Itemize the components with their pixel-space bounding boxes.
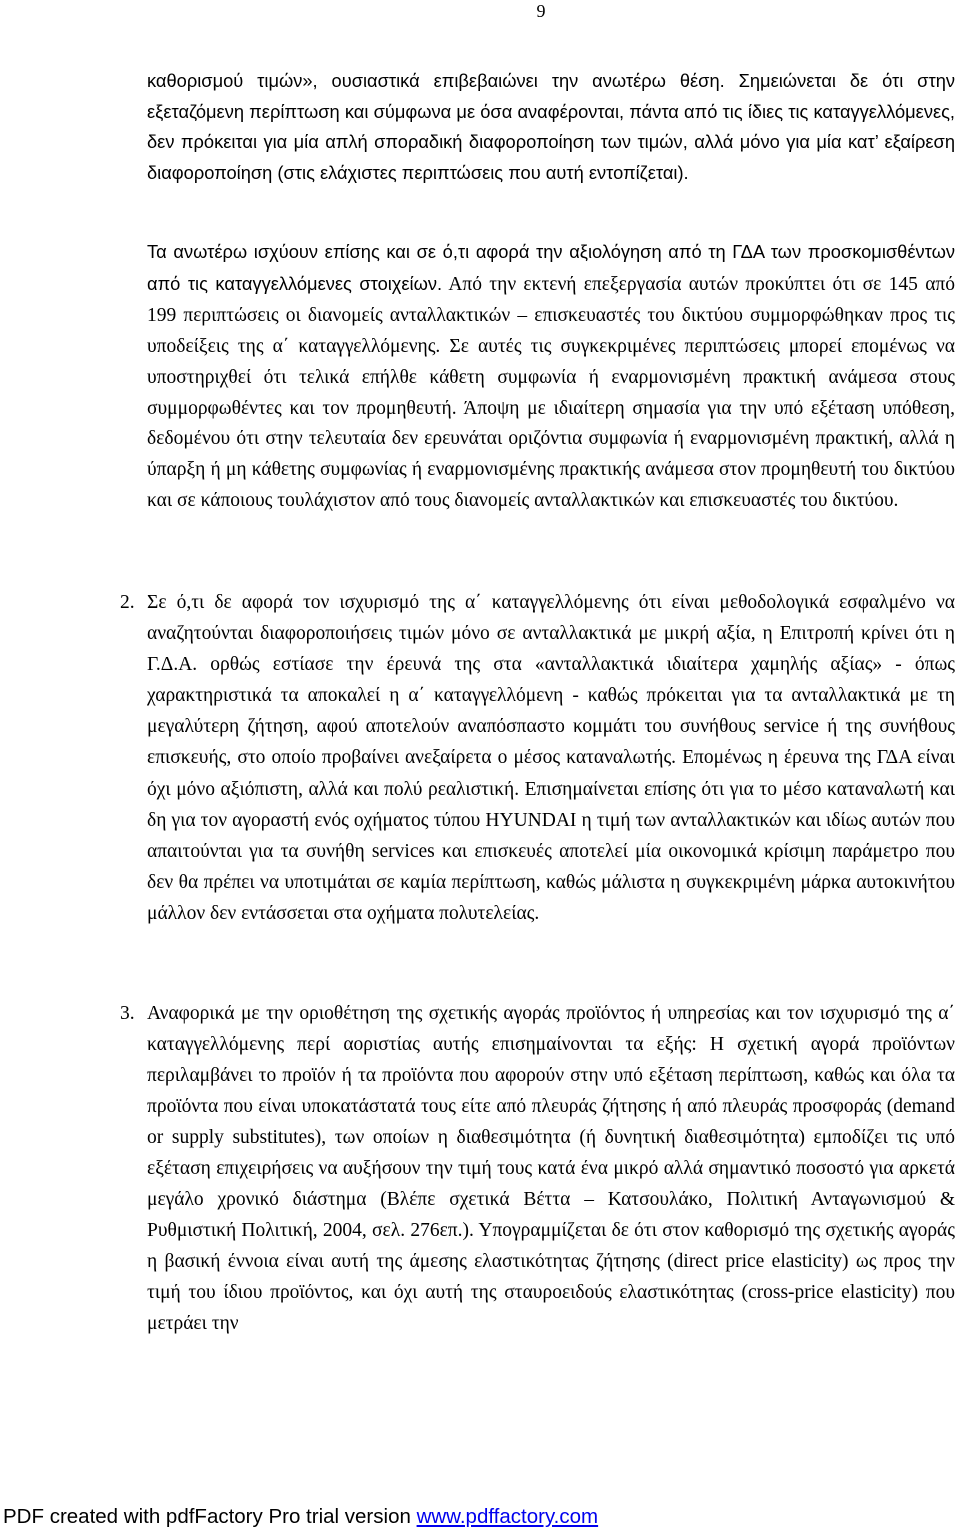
paragraph-evaluation-body: Από την εκτενή επεξεργασία αυτών προκύπτει ότι σε 145 από 199 περιπτώσεις οι διανομείς ανταλλακτικών – επισκευαστές του δικτύου συμμορφώθηκαν προς τις υποδείξεις της α΄ καταγγελλόμενης. Σε αυτές τις συγκεκριμένες περιπτώσεις μπορεί επομένως να υποστηριχθεί ότι τελικά επήλθε κάθετη συμφωνία ή εναρμονισμένη πρακτική ανάμεσα στους συμμορφωθέντες και τον προμηθευτή. Άποψη με ιδιαίτερη σημασία για την υπό εξέταση υπόθεση, δεδομένου ότι στην τελευταία δεν ερευνάται οριζόντια συμφωνία ή εναρμονισμένη πρακτική, αλλά η ύπαρξη ή μη κάθετης συμφωνίας ή εναρμονισμένης πρακτικής ανάμεσα στον προμηθευτή του δικτύου και σε κάποιους τουλάχιστον από τους διανομείς ανταλλακτικών και επισκευαστές του δικτύου. — [147, 273, 956, 512]
paragraph-evaluation — [147, 237, 955, 517]
paragraph-evaluation-lead: Τα ανωτέρω ισχύουν επίσης και σε ό,τι αφορά την αξιολόγηση από τη ΓΔΑ των προσκομισθέντων από τις καταγγελλόμενες στοιχείων. — [147, 241, 955, 294]
footer-text: PDF created with pdfFactory Pro trial version — [3, 1505, 417, 1528]
pdf-footer — [3, 1505, 598, 1529]
page-number: 9 — [536, 1, 546, 21]
paragraph-continuation: καθορισμού τιμών», ουσιαστικά επιβεβαιώνει την ανωτέρω θέση. Σημειώνεται δε ότι στην εξεταζόμενη περίπτωση και σύμφωνα με όσα αναφέρονται, πάντα από τις ίδιες τις καταγγελλόμενες, δεν πρόκειται για μία απλή σποραδική διαφοροποίηση των τιμών, αλλά μόνο για μία κατ’ εξαίρεση διαφοροποίηση (στις ελάχιστες περιπτώσεις που αυτή εντοπίζεται). — [147, 70, 955, 183]
item-3-text: Αναφορικά με την οριοθέτηση της σχετικής αγοράς προϊόντος ή υπηρεσίας και τον ισχυρισμό της α΄ καταγγελλόμενης περί αοριστίας αυτής επισημαίνονται τα εξής: Η σχετική αγορά προϊόντων περιλαμβάνει το προϊόν ή τα προϊόντα που αφορούν στην υπό εξέταση περίπτωση, καθώς και όλα τα προϊόντα που είναι υποκατάστατά τους είτε από πλευράς ζήτησης ή από πλευράς προσφοράς (demand or supply substitutes), των οποίων η διαθεσιμότητα (ή δυνητική διαθεσιμότητα) εμποδίζει τις υπό εξέταση επιχειρήσεις να αυξήσουν την τιμή τους κατά ένα μικρό αλλά σημαντικό ποσοστό για αρκετά μεγάλο χρονικό διάστημα (Βλέπε σχετικά Βέττα – Κατσουλάκο, Πολιτική Ανταγωνισμού & Ρυθμιστική Πολιτική, 2004, σελ. 276επ.). Υπογραμμίζεται δε ότι στον καθορισμό της σχετικής αγοράς η βασική έννοια είναι αυτή της άμεσης ελαστικότητας ζήτησης (direct price elasticity) ως προς την τιμή του ίδιου προϊόντος, και όχι αυτή της σταυροειδούς ελαστικότητας (cross-price elasticity) που μετράει την — [147, 1003, 955, 1334]
footer-link[interactable]: www.pdffactory.com — [416, 1505, 599, 1528]
item-2-number: 2. — [120, 592, 135, 613]
item-3-number: 3. — [120, 1003, 135, 1024]
item-2-text: Σε ό,τι δε αφορά τον ισχυρισμό της α΄ καταγγελλόμενης ότι είναι μεθοδολογικά εσφαλμένο να αναζητούνται διαφοροποιήσεις τιμών μόνο σε ανταλλακτικά με μικρή αξία, η Επιτροπή κρίνει ότι η Γ.Δ.Α. ορθώς εστίασε την έρευνά της στα «ανταλλακτικά ιδιαίτερα χαμηλής αξίας» - όπως χαρακτηριστικά τα αποκαλεί η α΄ καταγγελλόμενη - καθώς πρόκειται για τα ανταλλακτικά με τη μεγαλύτερη ζήτηση, αφού αποτελούν αναπόσπαστο κομμάτι του συνήθους service ή της συνήθους επισκευής, στο οποίο προβαίνει ανεξαίρετα ο μέσος καταναλωτής. Επομένως η έρευνα της ΓΔΑ είναι όχι μόνο αξιόπιστη, αλλά και πολύ ρεαλιστική. Επισημαίνεται επίσης ότι για το μέσο καταναλωτή και δη για τον αγοραστή ενός οχήματος τύπου HYUNDAI η τιμή των ανταλλακτικών και ιδίως αυτών που απαιτούνται για τα συνήθη services και επισκευές αποτελεί μία οικονομικά κρίσιμη παράμετρο που δεν θα πρέπει να υποτιμάται σε καμία περίπτωση, καθώς μάλιστα η συγκεκριμένη μάρκα αυτοκινήτου μάλλον δεν εντάσσεται στα οχήματα πολυτελείας. — [147, 592, 955, 924]
